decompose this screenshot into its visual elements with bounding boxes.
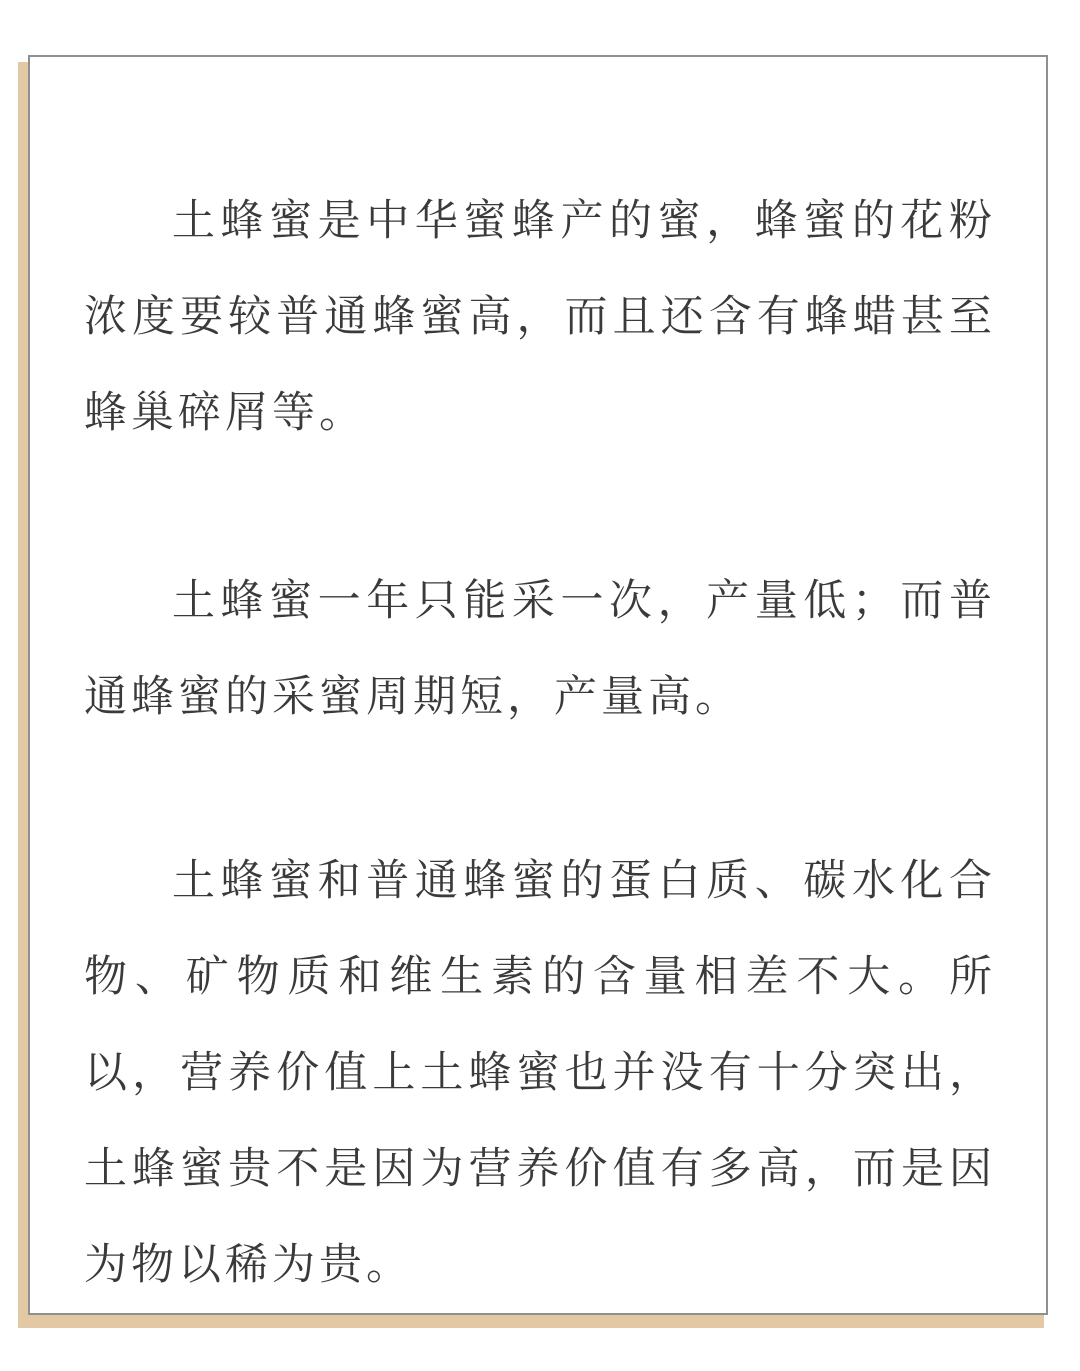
paragraph-honey-nutrition: 土蜂蜜和普通蜂蜜的蛋白质、碳水化合物、矿物质和维生素的含量相差不大。所以，营养价值上土蜂蜜也并没有十分突出，土蜂蜜贵不是因为营养价值有多高，而是因为物以稀为贵。 <box>84 856 996 1290</box>
paragraph-honey-definition: 土蜂蜜是中华蜜蜂产的蜜，蜂蜜的花粉浓度要较普通蜂蜜高，而且还含有蜂蜡甚至蜂巢碎屑等。 <box>84 196 996 438</box>
paragraph-honey-harvest: 土蜂蜜一年只能采一次，产量低；而普通蜂蜜的采蜜周期短，产量高。 <box>84 576 996 722</box>
